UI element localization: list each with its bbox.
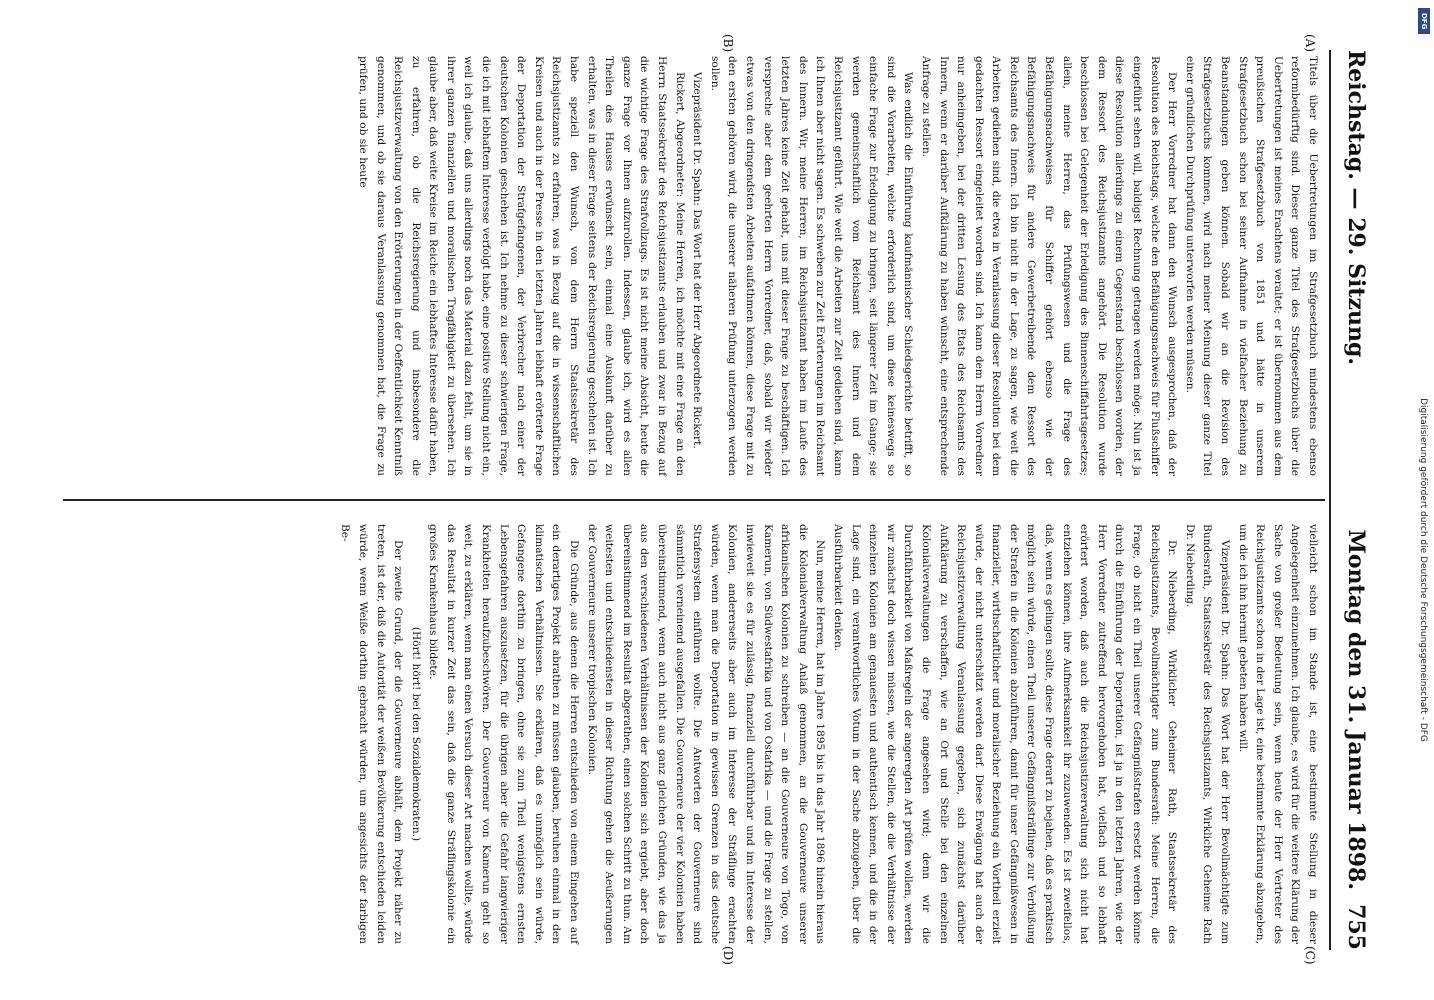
- paragraph: Die Gründe, aus denen die Herren entschieden von einem Eingehen auf ein derartiges Projekt abrathen zu müssen glauben, beruhen einmal in den klimatischen Verhältnissen. Sie erklären, daß es unmöglich sein würde, Gefangene dorthin zu bringen, ohne sie zum Theil wenigstens ernsten Lebensgefahren auszusetzen, für die übrigen aber die Gefahr langwieriger Krankheiten heraufzubeschwören. Der Gouverneur von Kamerun geht so weit, zu erklären, wenn man einen Versuch dieser Art machen wollte, würde das Resultat in kurzer Zeit das sein, daß die ganze Sträflingskolonie ein großes Krankenhaus bildete.: [427, 524, 581, 944]
- side-credit-text: Digitalisierung gefördert durch die Deutsche Forschungsgemeinschaft - DFG: [1418, 398, 1428, 742]
- paragraph: Nun, meine Herren, hat im Jahre 1895 bis in das Jahr 1896 hinein hieraus die Kolonialverwaltung Anlaß genommen, an die Gouverneure unserer afrikanischen Kolonien zu schreiben — an die Gouverneure von Togo, von Kamerun, von Südwestafrika und von Ostafrika — und die Frage zu stellen, inwieweit sie es für zulässig, finanziell durchführbar und im Interesse der Kolonien, andererseits aber auch im Interesse der Sträflinge erachten würden, wenn man die Deportation in gewissen Grenzen in das deutsche Strafensystem einführen wollte. Die Antworten der Gouverneure sind sämmtlich verneinend ausgefallen. Die Gouverneure der vier Kolonien haben übereinstimmend, wenn auch nicht aus ganz gleichen Gründen, wie das ja aus den verschiedenen Verhältnissen der Kolonien sich ergiebt, aber doch übereinstimmend im Resultat abgerathen, einen solchen Schritt zu thun. Am weitesten und entschiedensten in dieser Richtung gehen die Aeußerungen der Gouverneure unserer tropischen Kolonien.: [585, 524, 827, 944]
- margin-marker-a: (A): [1303, 34, 1317, 53]
- speaker-paragraph: Rickert, Abgeordneter: Meine Herren, ich möchte mit eine Frage an den Herrn Staatssekretär des Reichsjustizamts erlauben und zwar in Bezug auf die wichtige Frage des Strafvollzugs. Es ist nicht meine Absicht, heute die ganze Frage vor Ihnen aufzurollen. Indessen, glaube ich, wird es allen Theilen des Hauses erwünscht sein, einmal eine Auskunft darüber zu erhalten, was in dieser Frage seitens der Reichsregierung geschehen ist. Ich habe speziell den Wunsch, von dem Herrn Staatssekretär des Reichsjustizamts zu erfahren, was in Bezug auf die in wissenschaftlichen Kreisen und auch in der Presse in den letzten Jahren lebhaft erörterte Frage der Deportation der Strafgefangenen, der Verbrecher nach einer der deutschen Kolonien geschehen ist. Ich nehme zu dieser schwierigen Frage, die ich mit lebhaftem Interesse verfolgt habe, eine positive Stellung nicht ein, weil ich glaube, daß uns allerdings noch das Material dazu fehlt, um sie in ihrer ganzen finanziellen und moralischen Tragfähigkeit zu übersehen. Ich glaube aber, daß weite Kreise im Reiche ein lebhaftes Interesse dafür haben, zu erfahren, ob die Reichsregierung und insbesondere die Reichsjustizverwaltung von den Erörterungen in der Oeffentlichkeit Kenntniß genommen, und ob sie daraus Veranlassung genommen hat, die Frage zu prüfen, und ob sie heute: [356, 56, 686, 476]
- right-column: [336, 524, 1321, 944]
- column-divider: [63, 499, 1325, 501]
- side-credit: [1414, 10, 1432, 990]
- page-header: [1335, 50, 1375, 950]
- interjection: (Hört! hört! bei den Sozialdemokraten.): [409, 626, 422, 842]
- speaker-paragraph: Vizepräsident Dr. Spahn: Das Wort hat der Herr Bevollmächtigte zum Bundesrath, Staatssekretär des Reichsjustizamts, Wirkliche Geheime Rath Dr. Nieberding.: [1183, 524, 1232, 944]
- header-left: Reichstag. — 29. Sitzung.: [1343, 50, 1369, 366]
- dfg-logo: DFG: [1418, 8, 1430, 34]
- paragraph: Was endlich die Einführung kaufmännischer Schiedsgerichte betrifft, so sind die Vorarbeiten, welche erforderlich sind, um diese keineswegs so einfache Frage zur Erledigung zu bringen, seit längerer Zeit im Gange; sie werden gemeinschaftlich vom Reichsamt des Innern und dem Reichsjustizamt geführt. Wie weit die Arbeiten zur Zeit gediehen sind, kann ich Ihnen aber nicht sagen. Es schweben zur Zeit Erörterungen im Reichsamt des Innern. Wir, meine Herren, im Reichsjustizamt haben im Laufe des letzten Jahres keine Zeit gehabt, uns mit dieser Frage zu beschäftigen. Ich verspreche aber dem geehrten Herrn Vorredner, daß, sobald wir wieder etwas von den dringendsten Arbeiten aufathmen können, diese Frage mit zu den ersten gehören wird, die unserer näheren Prüfung unterzogen werden sollen.: [708, 56, 915, 476]
- speaker-paragraph: Dr. Nieberding, Wirklicher Geheimer Rath, Staatssekretär des Reichsjustizamts, Bevollmächtigter zum Bundesrath: Meine Herren, die Frage, ob nicht ein Theil unserer Gefängnißstrafen ersetzt werden könne durch die Einführung der Deportation, ist ja in den letzten Jahren, wie der Herr Vorredner zutreffend hervorgehoben hat, vielfach und so lebhaft erörtert worden, daß auch die Reichsjustizverwaltung sich nicht hat entziehen können, ihre Aufmerksamkeit ihr zuzuwenden. Es ist zweifellos, daß, wenn es gelingen sollte, diese Frage derart zu bejahen, daß es praktisch möglich sein würde, einen Theil unserer Gefängnißsträflinge zur Verbüßung der Strafen in die Kolonien abzuführen, damit für unser Gefängnißwesen in finanzieller, wirthschaftlicher und moralischer Beziehung ein Vortheil erzielt würde, der nicht unterschätzt werden darf. Diese Erwägung hat auch der Reichsjustizverwaltung Veranlassung gegeben, sich zunächst darüber Aufklärung zu verschaffen, wie an Ort und Stelle bei den einzelnen Kolonialverwaltungen die Frage angesehen wird; denn wir die Durchführbarkeit von Maßregeln der angeregten Art prüfen wollen, werden wir zunächst doch wissen müssen, wie die Stellen, die die Verhältnisse der einzelnen Kolonien am genauesten und authentisch kennen, und die in der Lage sind, ein verantwortliches Votum in der Sache abzugeben, über die Ausführbarkeit denken.: [831, 524, 1179, 944]
- margin-marker-c: (C): [1303, 946, 1317, 965]
- header-rule: [1329, 50, 1331, 950]
- paragraph: Der Herr Vorredner hat dann den Wunsch ausgesprochen, daß der Resolution des Reichstags, welche den Befähigungsnachweis für Flußschiffer eingeführt sehen will, baldigst Rechnung getragen werden möge. Nun ist ja diese Resolution allerdings zu einem Gegenstand beschlossen worden, der dem Ressort des Reichsjustizamts angehört. Die Resolution wurde beschlossen bei Gelegenheit der Erledigung des Binnenschiffahrtsgesetzes; allein, meine Herren, das Prüfungswesen und die Frage des Befähigungsnachweises für Schiffer gehört ebenso wie der Befähigungsnachweis für andere Gewerbetreibende dem Ressort des Reichsamts des Innern. Ich bin nicht in der Lage, zu sagen, wie weit die Arbeiten gediehen sind, die etwa in Veranlassung dieser Resolution bei dem gedachten Ressort eingeleitet worden sind. Ich kann dem Herrn Vorredner nur anheimgeben, bei der dritten Lesung des Etats des Reichsamts des Innern, wenn er darüber Aufklärung zu haben wünscht, eine entsprechende Anfrage zu stellen.: [919, 56, 1179, 476]
- paragraph: vielleicht schon im Stande ist, eine bestimmte Stellung in dieser Angelegenheit einzunehmen. Ich glaube, es wird für die weitere Klärung der Sache von großer Bedeutung sein, wenn heute der Herr Vertreter des Reichsjustizamts schon in der Lage ist, eine bestimmte Erklärung abzugeben, um die ich ihn hiermit gebeten haben will.: [1236, 524, 1319, 944]
- paragraph: Der zweite Grund, der die Gouverneure abhält, dem Projekt näher zu treten, ist der, daß die Autorität der weißen Bevölkerung entschieden leiden würde, wenn Weiße dorthin gebracht würden, um angesichts der farbigen Be-: [339, 524, 405, 944]
- speaker-paragraph: Vizepräsident Dr. Spahn: Das Wort hat der Herr Abgeordnete Rickert.: [691, 72, 704, 449]
- left-column: [353, 56, 1321, 476]
- paragraph: Titels über die Uebertretungen im Strafgesetzbuch mindestens ebenso reformbedürftig sind. Dieser ganze Titel des Strafgesetzbuchs über die Uebertretungen ist meines Erachtens veraltet; er ist übernommen aus dem preußischen Strafgesetzbuch von 1851 und hätte in unserem Strafgesetzbuch schon bei seiner Aufnahme in vielfacher Beziehung zu Beanstandungen geben können. Sobald wir an die Revision des Strafgesetzbuchs kommen, wird nach meiner Meinung dieser ganze Titel einer gründlichen Durchprüfung unterworfen werden müssen.: [1183, 56, 1319, 476]
- newspaper-page: [47, 30, 1387, 970]
- margin-marker-d: (D): [721, 946, 735, 965]
- page-number: 755: [1343, 904, 1369, 950]
- header-date: Montag den 31. Januar 1898.: [1343, 529, 1369, 890]
- margin-marker-b: (B): [721, 34, 735, 53]
